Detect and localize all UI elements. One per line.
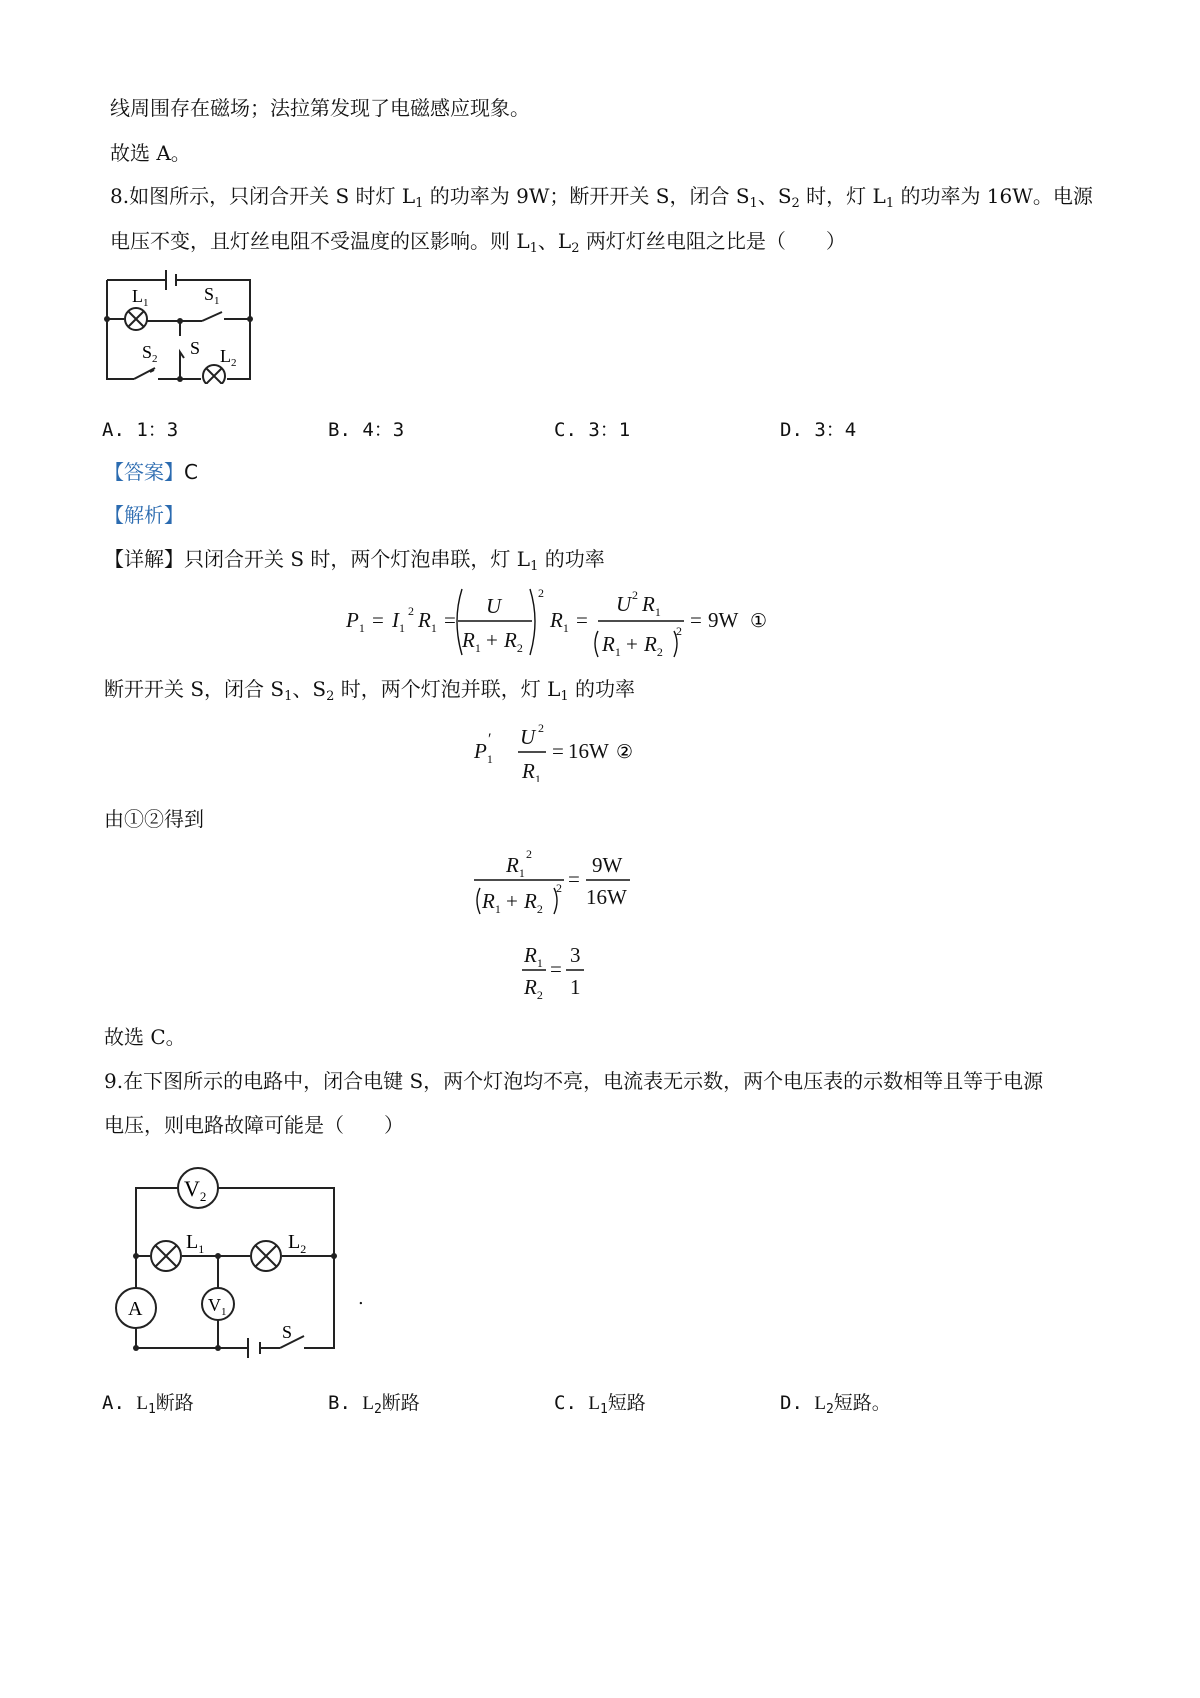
svg-text:16W: 16W <box>568 739 609 763</box>
answer-value: C <box>184 460 198 484</box>
svg-text:R1: $R_1$ <box>418 608 437 635</box>
svg-text:9W: 9W <box>592 853 623 877</box>
svg-text:+: + <box>486 628 498 652</box>
svg-text:R1: $R_1$ <box>602 632 621 659</box>
svg-text:R2: $R_2$ <box>524 975 543 1002</box>
svg-text:9W: 9W <box>708 608 739 632</box>
svg-text:R1: $R_1$ <box>524 943 543 970</box>
q9-option-a: A. $L_1$断路 <box>102 1392 194 1417</box>
detail-line: 【详解】只闭合开关 S 时，两个灯泡串联，灯 $L_1$ 的功率 <box>104 547 605 574</box>
svg-text:R1: $R_1$ <box>522 759 541 782</box>
circuit-diagram-q9 <box>108 1160 348 1360</box>
svg-text:P1: $P_1$ <box>474 739 493 766</box>
svg-text:U: U <box>520 725 536 749</box>
svg-text:V1: $V_1$ <box>208 1295 227 1318</box>
svg-text:U: U <box>616 592 632 616</box>
svg-text:=: = <box>552 739 564 763</box>
label-s: S <box>282 1322 293 1342</box>
svg-text:3: 3 <box>570 943 581 967</box>
svg-text:R2: $R_2$ <box>524 889 543 916</box>
text-line: 故选 A。 <box>110 141 191 165</box>
svg-text:R1: $R_1$ <box>482 889 501 916</box>
svg-text:1: 1 <box>570 975 581 999</box>
svg-text:=: = <box>372 608 384 632</box>
svg-text:2: 2 <box>632 588 638 602</box>
svg-text:R2: $R_2$ <box>504 628 523 655</box>
q8-option-b: B. 4：3 <box>328 419 405 441</box>
svg-text:=: = <box>550 957 562 981</box>
svg-text:I1: $I_1$ <box>392 608 405 635</box>
label-l1: $L_1$ <box>132 286 149 309</box>
equation-1 <box>340 585 780 660</box>
q9-option-c: C. $L_1$短路 <box>554 1392 646 1417</box>
equation-3 <box>468 848 648 916</box>
lamp-icon <box>203 365 225 384</box>
q9-option-b: B. $L_2$断路 <box>328 1392 420 1417</box>
svg-text:②: ② <box>616 741 634 763</box>
voltmeter-v1-icon <box>202 1288 234 1320</box>
equation-2 <box>470 720 650 782</box>
svg-text:R1: $R_1$ <box>550 608 569 635</box>
label-l2: $L_2$ <box>220 346 237 369</box>
question-8-line-1: 8.如图所示，只闭合开关 S 时灯 $L_1$ 的功率为 9W；断开开关 S，闭合 $S_1$、$S_2$ 时，灯 $L_1$ 的功率为 16W。电源 <box>110 184 1093 211</box>
q8-option-d: D. 3：4 <box>780 419 857 441</box>
voltmeter-v2-icon <box>178 1168 218 1208</box>
svg-text:2: 2 <box>526 848 532 861</box>
label-l1: $L_1$ <box>186 1231 205 1256</box>
svg-text:P1: $P_1$ <box>346 608 365 635</box>
svg-text:2: 2 <box>408 604 414 618</box>
svg-text:V2: $V_2$ <box>184 1176 207 1204</box>
conclusion: 故选 C。 <box>104 1025 186 1049</box>
question-9-line-2: 电压，则电路故障可能是（ ） <box>104 1113 404 1137</box>
svg-text:′: ′ <box>488 731 492 748</box>
label-s: S <box>190 338 201 358</box>
svg-text:16W: 16W <box>586 885 627 909</box>
question-9-line-1: 9.在下图所示的电路中，闭合电键 S，两个灯泡均不亮，电流表无示数，两个电压表的示数相等且等于电源 <box>104 1069 1044 1093</box>
question-8-line-2: 电压不变，且灯丝电阻不受温度的区影响。则 $L_1$、$L_2$ 两灯灯丝电阻之比是（ ） <box>110 229 846 256</box>
svg-text:A: A <box>128 1298 143 1320</box>
answer-line <box>104 459 198 485</box>
svg-text:2: 2 <box>538 586 544 600</box>
svg-text:R1: $R_1$ <box>642 592 661 619</box>
text-line: 线周围存在磁场；法拉第发现了电磁感应现象。 <box>110 96 530 120</box>
label-l2: $L_2$ <box>288 1231 307 1256</box>
svg-text:2: 2 <box>676 624 682 638</box>
svg-text:+: + <box>506 889 518 913</box>
q9-option-d: D. $L_2$短路。 <box>780 1392 891 1417</box>
answer-label: 【答案】 <box>104 460 184 484</box>
svg-text:=: = <box>444 608 456 632</box>
paragraph-2: 断开开关 S，闭合 $S_1$、$S_2$ 时，两个灯泡并联，灯 $L_1$ 的功率 <box>104 677 636 704</box>
equation-4 <box>520 938 590 1002</box>
analysis-label: 【解析】 <box>104 503 184 527</box>
q8-option-c: C. 3：1 <box>554 419 631 441</box>
lamp-icon <box>151 1241 181 1271</box>
circuit-diagram-q8 <box>104 262 256 384</box>
svg-text:U: U <box>486 594 502 618</box>
lamp-icon <box>251 1241 281 1271</box>
svg-text:2: 2 <box>538 721 544 735</box>
label-s1: $S_1$ <box>204 284 220 307</box>
trailing-dot: . <box>358 1288 364 1309</box>
svg-text:=: = <box>690 608 702 632</box>
svg-text:2: 2 <box>556 881 562 895</box>
svg-text:+: + <box>626 632 638 656</box>
svg-text:R1: $R_1$ <box>506 853 525 880</box>
lamp-icon <box>125 308 147 330</box>
svg-text:R2: $R_2$ <box>644 632 663 659</box>
q8-option-a: A. 1：3 <box>102 419 179 441</box>
ammeter-icon <box>116 1288 156 1328</box>
svg-text:=: = <box>568 867 580 891</box>
svg-text:=: = <box>576 608 588 632</box>
label-s2: $S_2$ <box>142 342 158 365</box>
svg-text:①: ① <box>750 610 768 632</box>
paragraph-3: 由①②得到 <box>104 807 204 831</box>
svg-text:R1: $R_1$ <box>462 628 481 655</box>
